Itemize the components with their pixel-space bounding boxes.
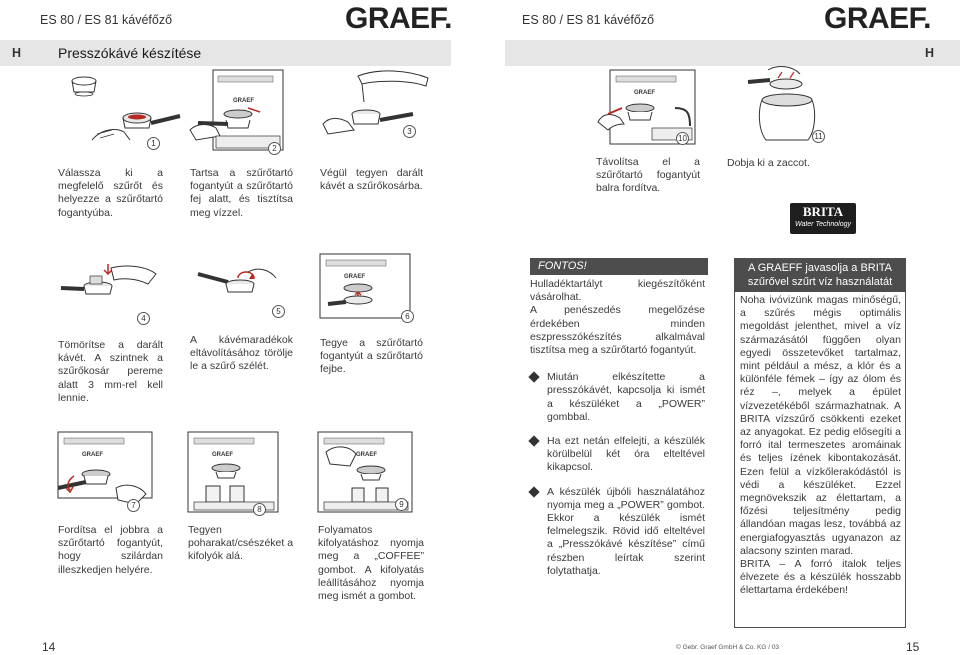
svg-text:GRAEF: GRAEF [344,274,365,280]
step-caption-5: A kávémaradékok eltávolításához törölje le a szűrő szélét. [190,334,293,373]
copyright: © Gebr. Graef GmbH & Co. KG / 03 [676,644,780,651]
fontos-heading: FONTOS! [530,258,708,275]
step-number-4: 4 [137,312,150,325]
fontos-intro: Hulladéktartályt kiegészítőként vásárolhat. [530,278,705,304]
step-caption-8: Tegyen poharakat/csészéket a kifolyók alá. [188,524,294,563]
step-number-7: 7 [127,499,140,512]
illustration-step-5 [188,262,288,312]
graef-logo-right: GRAEF. [824,2,932,35]
brita-box-header [734,258,906,292]
step-number-11: 11 [812,130,825,143]
step-number-5: 5 [272,305,285,318]
bullet-diamond-icon [528,435,539,446]
step-caption-11: Dobja ki a zaccot. [727,157,810,169]
page-number-right: 15 [906,640,920,654]
step-caption-10: Távolítsa el a szűrőtartó fogantyút balra fordítva. [596,156,700,195]
step-number-8: 8 [253,503,266,516]
step-number-10: 10 [676,132,689,145]
illustration-step-8 [186,430,281,515]
step-number-6: 6 [401,310,414,323]
svg-text:GRAEF: GRAEF [212,452,233,458]
step-caption-2: Tartsa a szűrőtartó fogantyút a szűrőtartó fej alatt, és tisztítsa meg vízzel. [190,167,293,219]
svg-text:GRAEF: GRAEF [233,98,254,104]
step-caption-3: Végül tegyen darált kávét a szűrőkosárba. [320,167,423,193]
fontos-bullet: Miután elkészítette a presszókávét, kapcsolja ki ismét a készüléket a „POWER” gombbal. [530,371,705,424]
step-number-3: 3 [403,125,416,138]
svg-text:GRAEF: GRAEF [634,90,655,96]
step-caption-4: Tömörítse a darált kávét. A szintnek a szűrőkosár pereme alatt 3 mm-rel kell lennie. [58,339,163,404]
illustration-step-7 [56,430,156,510]
svg-text:GRAEF: GRAEF [356,452,377,458]
bullet-diamond-icon [528,486,539,497]
step-caption-9: Folyamatos kifolyatáshoz nyomja meg a „COFFEE” gombot. A kifolyatás leállításához nyomja meg ismét a gombot. [318,524,424,603]
bullet-diamond-icon [528,372,539,383]
brita-body: Noha ivóvizünk magas minőségű, a szűrés mégis optimális megoldást jelenthet, mivel a víz származásától függően olyan egyedi összetevőket tartalmaz, mint például a mész, a klór és a különféle fémek – így az ólom és réz –, melyek a épület vízvezetékéből származhatnak. A BRITA vízszűrő csökkenti ezeket az anyagokat. Ez pedig elősegíti a forró ital termeszetes aromáinak és teljes ízének kibontakozását. Ezen felül a vízkőlerakódástól is védi a készüléket. Ezzel megnövekszik az élettartam, a főzési teljesítmény pedig állandóan magas lesz, továbbá az energiafogyasztás ugyanazon az alacsony szinten marad. BRITA – A forró italok teljes élvezete és a készülék hosszabb élettartama érdekében! [740,294,901,597]
section-letter-left: H [12,46,22,60]
illustration-step-3 [318,68,438,138]
svg-text:GRAEF: GRAEF [82,452,103,458]
step-caption-7: Fordítsa el jobbra a szűrőtartó fogantyút, hogy szilárdan illeszkedjen helyére. [58,524,163,576]
fontos-box [530,258,708,275]
step-number-1: 1 [147,137,160,150]
graef-logo-left: GRAEF. [345,2,453,35]
brita-logo: BRITA Water Technology [790,203,856,234]
brita-heading: A GRAEFF javasolja a BRITA szűrővel szűrt víz használatát [734,258,906,292]
step-number-9: 9 [395,498,408,511]
section-letter-right: H [925,46,935,60]
step-caption-6: Tegye a szűrőtartó fogantyút a szűrőtartó fejbe. [320,337,423,376]
illustration-step-4 [56,262,166,312]
fontos-bullet: Ha ezt netán elfelejti, a készülék körülbelül két óra elteltével kikapcsol. [530,435,705,475]
fontos-intro-2: A penészedés megelőzése érdekében minden eszpresszókészítés alkalmával tisztítsa meg a szűrőtartó fogantyút. [530,304,705,357]
section-title: Presszókávé készítése [58,45,202,61]
section-bar-right [505,40,960,66]
page-number-left: 14 [42,640,56,654]
header-title-right: ES 80 / ES 81 kávéfőző [522,13,655,27]
step-number-2: 2 [268,142,281,155]
step-caption-1: Válassza ki a megfelelő szűrőt és helyezze a szűrőtartó fogantyúba. [58,167,163,219]
fontos-bullet: A készülék újbóli használatához nyomja meg a „POWER” gombot. Ekkor a készülék ismét felmelegszik. Rövid idő elteltével a „Presszókávé készítése” című részben leírtak szerint folytathatja. [530,486,705,578]
fontos-body [530,275,705,578]
header-title-left: ES 80 / ES 81 kávéfőző [40,13,173,27]
illustration-step-1 [62,68,182,148]
